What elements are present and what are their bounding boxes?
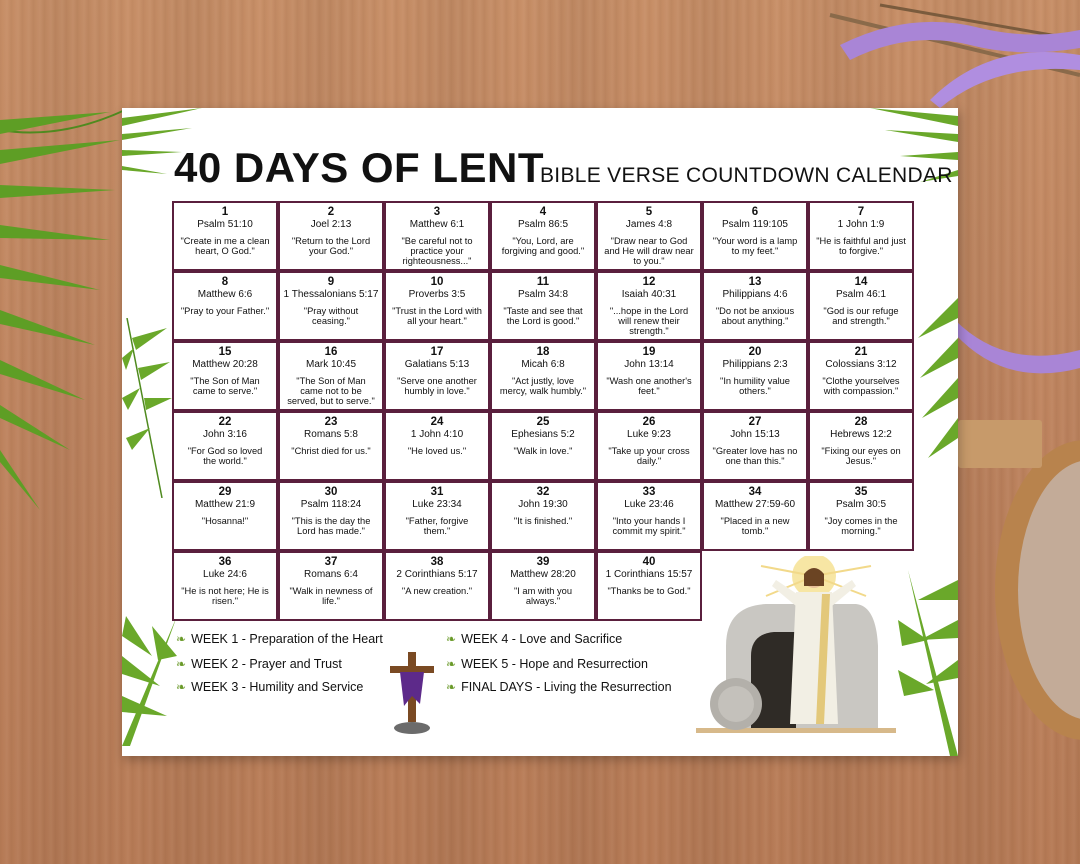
day-number: 30 (324, 486, 338, 498)
day-cell (596, 341, 702, 411)
day-number: 2 (327, 206, 335, 218)
verse-reference: Proverbs 3:5 (408, 289, 466, 300)
day-number: 26 (642, 416, 656, 428)
legend-label: WEEK 1 - Preparation of the Heart (191, 632, 383, 646)
day-cell (490, 341, 596, 411)
day-cell (172, 481, 278, 551)
ash-bowl-icon (990, 440, 1080, 740)
verse-reference: Psalm 119:105 (722, 219, 788, 230)
leaf-bullet-icon: ❧ (176, 657, 187, 671)
day-number: 36 (218, 556, 232, 568)
day-cell (384, 341, 490, 411)
verse-text: "Pray without ceasing." (303, 306, 359, 326)
verse-text: "Taste and see that the Lord is good." (503, 306, 583, 326)
verse-text: "Draw near to God and He will draw near to you." (604, 236, 694, 266)
verse-reference: Philippians 2:3 (722, 359, 788, 370)
verse-text: "You, Lord, are forgiving and good." (501, 236, 585, 256)
verse-text: "Into your hands I commit my spirit." (612, 516, 686, 536)
day-cell (808, 481, 914, 551)
verse-text: "He is faithful and just to forgive." (816, 236, 906, 256)
verse-text: "Walk in love." (513, 446, 573, 456)
legend-week-5 (446, 657, 648, 671)
day-cell (172, 551, 278, 621)
day-cell (808, 411, 914, 481)
day-number: 17 (430, 346, 444, 358)
day-cell (278, 271, 384, 341)
verse-reference: John 3:16 (203, 429, 247, 440)
verse-text: "It is finished." (513, 516, 573, 526)
verse-reference: Matthew 6:1 (409, 219, 465, 230)
verse-text: "Trust in the Lord with all your heart." (392, 306, 482, 326)
verse-reference: Psalm 34:8 (517, 289, 569, 300)
day-number: 13 (748, 276, 762, 288)
legend-label: WEEK 2 - Prayer and Trust (191, 657, 342, 671)
verse-text: "Hosanna!" (201, 516, 249, 526)
verse-text: "Christ died for us." (291, 446, 371, 456)
verse-reference: Matthew 20:28 (192, 359, 258, 370)
day-number: 8 (221, 276, 229, 288)
day-number: 39 (536, 556, 550, 568)
day-cell (384, 551, 490, 621)
day-cell (490, 201, 596, 271)
verse-reference: John 15:13 (730, 429, 780, 440)
verse-text: "Joy comes in the morning." (824, 516, 898, 536)
verse-text: "In humility value others." (720, 376, 790, 396)
verse-reference: Luke 23:46 (624, 499, 674, 510)
page-subtitle: BIBLE VERSE COUNTDOWN CALENDAR (540, 164, 953, 187)
legend-week-1 (176, 632, 383, 646)
verse-text: "God is our refuge and strength." (823, 306, 899, 326)
day-number: 18 (536, 346, 550, 358)
day-cell (278, 481, 384, 551)
verse-reference: 1 John 1:9 (837, 219, 885, 230)
day-number: 11 (536, 276, 550, 288)
legend-final-days (446, 680, 672, 694)
leaf-bullet-icon: ❧ (446, 680, 457, 694)
verse-text: "Your word is a lamp to my feet." (712, 236, 798, 256)
verse-text: "Placed in a new tomb." (720, 516, 790, 536)
verse-text: "Greater love has no one than this." (712, 446, 798, 466)
day-cell (278, 201, 384, 271)
verse-reference: Romans 5:8 (304, 429, 358, 440)
day-number: 27 (748, 416, 762, 428)
verse-text: "Return to the Lord your God." (291, 236, 371, 256)
verse-text: "He loved us." (407, 446, 467, 456)
verse-reference: Philippians 4:6 (722, 289, 788, 300)
verse-text: "Fixing our eyes on Jesus." (821, 446, 901, 466)
day-cell (596, 271, 702, 341)
day-number: 40 (642, 556, 656, 568)
verse-text: "The Son of Man came to serve." (190, 376, 260, 396)
leaf-bullet-icon: ❧ (446, 632, 457, 646)
verse-reference: 2 Corinthians 5:17 (396, 569, 478, 580)
day-cell (808, 341, 914, 411)
verse-reference: Ephesians 5:2 (511, 429, 575, 440)
verse-text: "Create in me a clean heart, O God." (180, 236, 270, 256)
verse-reference: Matthew 28:20 (510, 569, 576, 580)
verse-text: "Serve one another humbly in love." (397, 376, 477, 396)
calendar-header (174, 144, 953, 194)
legend-label: FINAL DAYS - Living the Resurrection (461, 680, 672, 694)
verse-reference: Luke 23:34 (412, 499, 462, 510)
day-number: 33 (642, 486, 656, 498)
day-number: 35 (854, 486, 868, 498)
day-cell (384, 411, 490, 481)
day-cell (490, 271, 596, 341)
day-number: 14 (854, 276, 868, 288)
verse-text: "A new creation." (401, 586, 473, 596)
verse-reference: Joel 2:13 (310, 219, 352, 230)
verse-text: "The Son of Man came not to be served, but to serve." (287, 376, 375, 406)
day-number: 25 (536, 416, 550, 428)
day-cell (596, 551, 702, 621)
day-number: 7 (857, 206, 865, 218)
verse-reference: Matthew 21:9 (194, 499, 256, 510)
verse-reference: 1 John 4:10 (410, 429, 464, 440)
day-cell (278, 341, 384, 411)
page-title: 40 DAYS OF LENT (174, 144, 545, 191)
day-number: 24 (430, 416, 444, 428)
ribbon-icon (820, 0, 1080, 120)
verse-reference: Galatians 5:13 (404, 359, 470, 370)
verse-text: "This is the day the Lord has made." (291, 516, 371, 536)
day-number: 12 (642, 276, 656, 288)
day-cell (384, 271, 490, 341)
day-number: 16 (324, 346, 338, 358)
day-cell (702, 411, 808, 481)
verse-reference: John 13:14 (624, 359, 674, 370)
legend-label: WEEK 4 - Love and Sacrifice (461, 632, 623, 646)
verse-text: "I am with you always." (513, 586, 573, 606)
calendar-sheet (122, 108, 958, 756)
day-number: 28 (854, 416, 868, 428)
cross-icon (384, 650, 440, 736)
verse-reference: Psalm 118:24 (300, 499, 362, 510)
verse-text: "Thanks be to God." (607, 586, 691, 596)
day-number: 31 (430, 486, 444, 498)
day-number: 32 (536, 486, 550, 498)
verse-text: "Do not be anxious about anything." (715, 306, 795, 326)
leaf-bullet-icon: ❧ (176, 680, 187, 694)
day-cell (596, 481, 702, 551)
palm-leaf-background-icon (0, 100, 130, 530)
day-number: 23 (324, 416, 338, 428)
day-number: 15 (218, 346, 232, 358)
verse-reference: 1 Corinthians 15:57 (605, 569, 693, 580)
day-number: 19 (642, 346, 656, 358)
legend-week-3 (176, 680, 363, 694)
day-number: 22 (218, 416, 232, 428)
verse-reference: Micah 6:8 (521, 359, 565, 370)
verse-reference: Psalm 86:5 (517, 219, 569, 230)
legend-week-4 (446, 632, 622, 646)
verse-text: "...hope in the Lord will renew their strength." (609, 306, 689, 336)
verse-text: "Clothe yourselves with compassion." (822, 376, 900, 396)
leaf-bullet-icon: ❧ (446, 657, 457, 671)
day-cell (596, 201, 702, 271)
day-number: 4 (539, 206, 547, 218)
verse-text: "Pray to your Father." (180, 306, 270, 316)
day-number: 9 (327, 276, 335, 288)
verse-text: "Wash one another's feet." (606, 376, 692, 396)
palm-leaf-left-icon (122, 318, 172, 498)
day-cell (172, 271, 278, 341)
verse-text: "He is not here; He is risen." (181, 586, 269, 606)
day-cell (384, 481, 490, 551)
risen-jesus-illustration-icon (696, 556, 896, 736)
verse-reference: Colossians 3:12 (825, 359, 897, 370)
day-cell (172, 201, 278, 271)
day-number: 1 (221, 206, 229, 218)
day-cell (808, 271, 914, 341)
verse-reference: Isaiah 40:31 (621, 289, 677, 300)
day-number: 38 (430, 556, 444, 568)
verse-reference: Psalm 30:5 (835, 499, 887, 510)
day-number: 29 (218, 486, 232, 498)
day-number: 21 (854, 346, 868, 358)
day-cell (278, 551, 384, 621)
verse-text: "Be careful not to practice your righteousness..." (401, 236, 473, 266)
verse-reference: Mark 10:45 (305, 359, 357, 370)
day-cell (172, 341, 278, 411)
verse-reference: Luke 24:6 (203, 569, 247, 580)
day-number: 10 (430, 276, 444, 288)
day-cell (702, 341, 808, 411)
verse-reference: Hebrews 12:2 (830, 429, 892, 440)
day-cell (808, 201, 914, 271)
verse-reference: John 19:30 (518, 499, 568, 510)
day-cell (490, 411, 596, 481)
verse-reference: Matthew 27:59-60 (714, 499, 796, 510)
day-cell (702, 481, 808, 551)
day-number: 37 (324, 556, 338, 568)
verse-text: "Take up your cross daily." (608, 446, 690, 466)
leaf-bullet-icon: ❧ (176, 632, 187, 646)
day-number: 5 (645, 206, 653, 218)
legend-label: WEEK 3 - Humility and Service (191, 680, 364, 694)
verse-reference: Luke 9:23 (627, 429, 671, 440)
verse-reference: Matthew 6:6 (197, 289, 253, 300)
day-number: 6 (751, 206, 759, 218)
day-cell (490, 481, 596, 551)
ribbon-tail-icon (955, 310, 1080, 390)
palm-leaf-right-icon (918, 298, 958, 478)
verse-text: "For God so loved the world." (187, 446, 263, 466)
day-cell (384, 201, 490, 271)
verse-reference: Psalm 51:10 (197, 219, 253, 230)
legend-week-2 (176, 657, 342, 671)
day-number: 20 (748, 346, 762, 358)
verse-reference: Psalm 46:1 (835, 289, 887, 300)
verse-reference: 1 Thessalonians 5:17 (283, 289, 379, 300)
day-cell (596, 411, 702, 481)
day-cell (490, 551, 596, 621)
day-cell (278, 411, 384, 481)
verse-text: "Father, forgive them." (405, 516, 469, 536)
wood-block (958, 420, 1042, 468)
day-number: 34 (748, 486, 762, 498)
day-cell (702, 201, 808, 271)
verse-text: "Walk in newness of life." (289, 586, 373, 606)
day-cell (702, 271, 808, 341)
verse-text: "Act justly, love mercy, walk humbly." (499, 376, 587, 396)
legend-label: WEEK 5 - Hope and Resurrection (461, 657, 648, 671)
verse-reference: Romans 6:4 (304, 569, 358, 580)
day-cell (172, 411, 278, 481)
verse-reference: James 4:8 (625, 219, 673, 230)
day-number: 3 (433, 206, 441, 218)
